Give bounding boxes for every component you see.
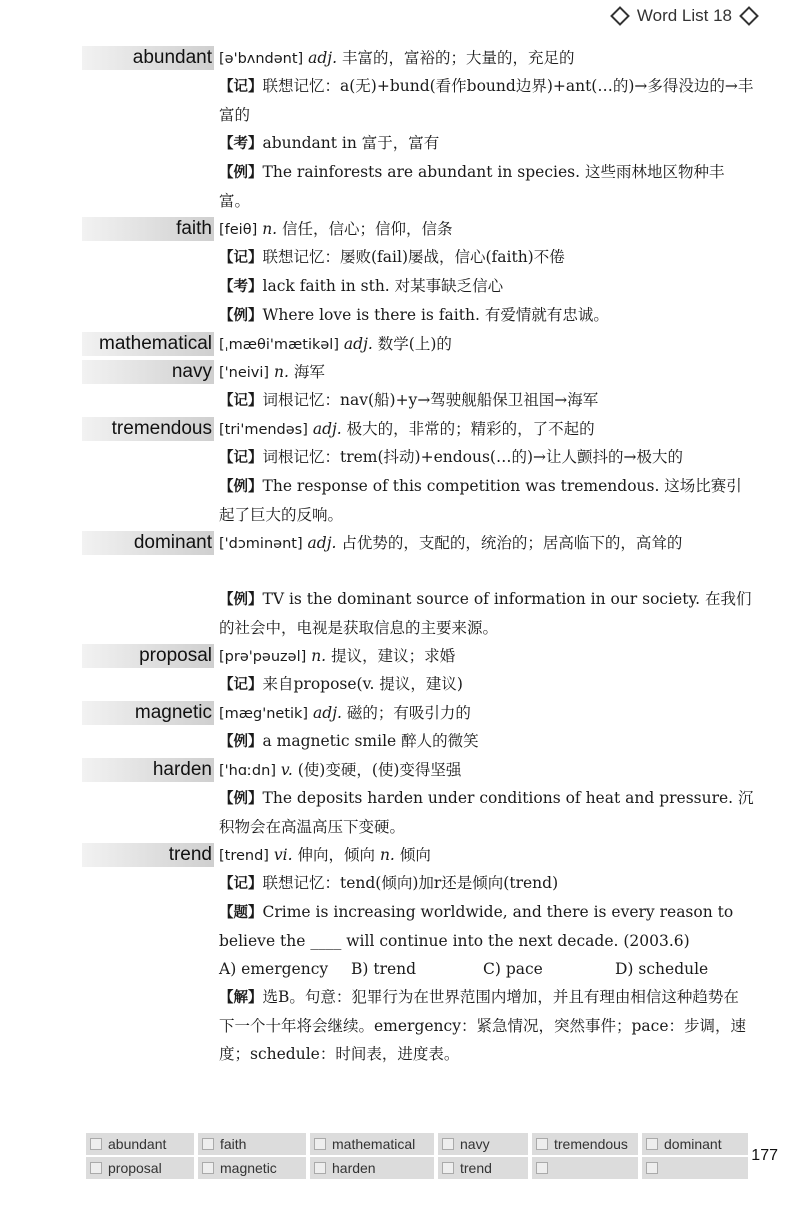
- checkbox-icon: [442, 1162, 454, 1174]
- word-entry: [0, 330, 800, 358]
- footer-word: faith: [220, 1136, 247, 1152]
- note-text: The rainforests are abundant in species. 这些雨林地区物种丰富。: [219, 163, 725, 210]
- entry-note: [219, 670, 754, 699]
- note-tag: 【记】: [219, 876, 263, 892]
- entry-head: [0, 358, 800, 386]
- note-text: TV is the dominant source of information in our society. 在我们的社会中，电视是获取信息的主要来源。: [219, 590, 752, 637]
- checkbox-icon: [646, 1162, 658, 1174]
- footer-word: trend: [460, 1160, 492, 1176]
- part-of-speech: adj.: [313, 704, 342, 722]
- note-tag: 【例】: [219, 479, 263, 495]
- note-tag: 【例】: [219, 165, 263, 181]
- meaning: 海军: [293, 363, 325, 381]
- note-tag: 【记】: [219, 250, 263, 266]
- note-tag: 【考】: [219, 136, 263, 152]
- footer-word: tremendous: [554, 1136, 628, 1152]
- footer-word: magnetic: [220, 1160, 277, 1176]
- headword: mathematical: [99, 333, 212, 354]
- entry-note: [219, 443, 754, 472]
- phonetic: [tri'mendəs]: [219, 422, 308, 438]
- definition: [219, 645, 760, 668]
- entry-note: [219, 272, 754, 301]
- footer-word: navy: [460, 1136, 490, 1152]
- headword: trend: [168, 844, 212, 865]
- entry-head: [0, 529, 800, 585]
- entry-head: [0, 215, 800, 243]
- footer-word-cell: [310, 1133, 434, 1155]
- part-of-speech: n.: [311, 647, 327, 665]
- entry-head: [0, 756, 800, 784]
- footer-word-cell: [198, 1157, 306, 1179]
- entry-note: [219, 72, 754, 129]
- entry-note: [219, 243, 754, 272]
- footer-word: abundant: [108, 1136, 167, 1152]
- answer-option: B) trend: [351, 960, 417, 978]
- footer-word: harden: [332, 1160, 376, 1176]
- footer-word-cell: [642, 1157, 748, 1179]
- checkbox-icon: [90, 1138, 102, 1150]
- part-of-speech: n.: [379, 846, 395, 864]
- definition: [219, 844, 760, 867]
- answer-option: D) schedule: [615, 960, 709, 978]
- note-tag: 【例】: [219, 592, 263, 608]
- phonetic: [trend]: [219, 848, 269, 864]
- meaning: 占优势的，支配的，统治的；居高临下的，高耸的: [341, 534, 683, 552]
- entry-note: [219, 386, 754, 415]
- footer-word-cell: [86, 1157, 194, 1179]
- note-text: a magnetic smile 醉人的微笑: [262, 732, 479, 750]
- note-text: The deposits harden under conditions of heat and pressure. 沉积物会在高温高压下变硬。: [219, 789, 754, 836]
- entry-note: [219, 585, 754, 642]
- meaning: 伸向，倾向: [297, 846, 376, 864]
- note-tag: 【记】: [219, 450, 263, 466]
- note-tag: 【题】: [219, 905, 263, 921]
- part-of-speech: adj.: [308, 49, 338, 67]
- answer-option: A) emergency: [219, 960, 329, 978]
- note-text: 选B。句意：犯罪行为在世界范围内增加，并且有理由相信这种趋势在下一个十年将会继续。emergency：紧急情况，突然事件；pace：步调，速度；schedule：时间表，进度表。: [219, 988, 746, 1063]
- definition: [219, 759, 760, 782]
- checkbox-icon: [202, 1162, 214, 1174]
- part-of-speech: adj.: [343, 335, 373, 353]
- note-text: Crime is increasing worldwide, and there is every reason to believe the ____ will continue into the next decade. (2003.6): [219, 903, 734, 950]
- definition: [219, 418, 760, 441]
- phonetic: [mæg'netik]: [219, 706, 309, 722]
- footer-word-cell: [198, 1133, 306, 1155]
- checkbox-icon: [646, 1138, 658, 1150]
- headword: harden: [152, 759, 212, 780]
- part-of-speech: adj.: [307, 534, 337, 552]
- footer-word-cell: [438, 1157, 528, 1179]
- entry-head: [0, 699, 800, 727]
- word-entry: [0, 215, 800, 330]
- note-text: 词根记忆：nav(船)+y→驾驶舰船保卫祖国→海军: [262, 391, 599, 409]
- entry-head: [0, 415, 800, 443]
- checkbox-icon: [442, 1138, 454, 1150]
- note-text: 联想记忆：屡败(fail)屡战，信心(faith)不倦: [262, 248, 565, 266]
- answer-option: C) pace: [483, 960, 543, 978]
- definition: [219, 532, 760, 555]
- note-text: lack faith in sth. 对某事缺乏信心: [262, 277, 504, 295]
- phonetic: [ə'bʌndənt]: [219, 51, 304, 67]
- definition: [219, 218, 760, 241]
- checkbox-icon: [314, 1138, 326, 1150]
- part-of-speech: v.: [280, 761, 293, 779]
- word-entry: [0, 756, 800, 841]
- note-tag: 【记】: [219, 79, 263, 95]
- entry-note: [219, 472, 754, 529]
- footer-word-cell: [642, 1133, 748, 1155]
- phonetic: ['neivi]: [219, 365, 270, 381]
- entry-note: [219, 129, 754, 158]
- part-of-speech: vi.: [273, 846, 293, 864]
- note-tag: 【解】: [219, 990, 263, 1006]
- meaning: (使)变硬，(使)变得坚强: [297, 761, 462, 779]
- note-text: 词根记忆：trem(抖动)+endous(…的)→让人颤抖的→极大的: [262, 448, 684, 466]
- headword: navy: [171, 361, 212, 382]
- entry-head: [0, 841, 800, 869]
- page-number: 177: [751, 1147, 778, 1164]
- headword: faith: [176, 218, 212, 239]
- meaning: 丰富的，富裕的；大量的，充足的: [341, 49, 575, 67]
- checkbox-icon: [90, 1162, 102, 1174]
- word-entry: [0, 699, 800, 756]
- entries-list: [0, 44, 800, 1068]
- word-list-title: Word List 18: [636, 6, 732, 25]
- answer-explanation: [219, 983, 754, 1068]
- entry-head: [0, 330, 800, 358]
- headword: proposal: [139, 645, 212, 666]
- definition: [219, 47, 760, 70]
- headword: magnetic: [134, 702, 212, 723]
- note-tag: 【例】: [219, 308, 263, 324]
- footer-word-cell: [86, 1133, 194, 1155]
- part-of-speech: n.: [274, 363, 289, 381]
- note-tag: 【考】: [219, 279, 263, 295]
- entry-note: [219, 898, 754, 955]
- note-text: 联想记忆：tend(倾向)加r还是倾向(trend): [262, 874, 559, 892]
- word-entry: [0, 841, 800, 1068]
- phonetic: ['hɑːdn]: [219, 763, 276, 779]
- checkbox-icon: [202, 1138, 214, 1150]
- note-text: abundant in 富于，富有: [262, 134, 440, 152]
- footer-word: dominant: [664, 1136, 722, 1152]
- meaning: 倾向: [399, 846, 431, 864]
- word-entry: [0, 358, 800, 415]
- note-text: 联想记忆：a(无)+bund(看作bound边界)+ant(…的)→多得没边的→丰富的: [219, 77, 754, 124]
- definition: [219, 361, 760, 384]
- headword: dominant: [133, 532, 212, 553]
- phonetic: [feiθ]: [219, 222, 258, 238]
- meaning: 极大的，非常的；精彩的，了不起的: [346, 420, 595, 438]
- entry-head: [0, 642, 800, 670]
- word-entry: [0, 44, 800, 215]
- word-entry: [0, 642, 800, 699]
- note-tag: 【例】: [219, 734, 263, 750]
- entry-note: [219, 158, 754, 215]
- note-text: Where love is there is faith. 有爱情就有忠诚。: [262, 306, 609, 324]
- footer-word-cell: [532, 1133, 638, 1155]
- note-tag: 【例】: [219, 791, 263, 807]
- entry-head: [0, 44, 800, 72]
- checkbox-icon: [536, 1162, 548, 1174]
- phonetic: [ˌmæθi'mætikəl]: [219, 337, 339, 353]
- part-of-speech: adj.: [312, 420, 342, 438]
- footer-word-cell: [532, 1157, 638, 1179]
- diamond-icon: [739, 6, 759, 26]
- definition: [219, 333, 760, 356]
- page-header: [609, 6, 760, 26]
- footer-word-index: [86, 1133, 752, 1179]
- phonetic: ['dɔminənt]: [219, 536, 303, 552]
- note-text: 来自propose(v. 提议，建议): [262, 675, 463, 693]
- checkbox-icon: [536, 1138, 548, 1150]
- checkbox-icon: [314, 1162, 326, 1174]
- headword: tremendous: [111, 418, 212, 439]
- phonetic: [prə'pəuzəl]: [219, 649, 307, 665]
- headword: abundant: [132, 47, 212, 68]
- word-entry: [0, 415, 800, 529]
- diamond-icon: [610, 6, 630, 26]
- entry-note: [219, 301, 754, 330]
- footer-word: proposal: [108, 1160, 162, 1176]
- part-of-speech: n.: [262, 220, 278, 238]
- entry-note: [219, 784, 754, 841]
- footer-word-cell: [438, 1133, 528, 1155]
- entry-note: [219, 727, 754, 756]
- meaning: 磁的；有吸引力的: [346, 704, 471, 722]
- note-tag: 【记】: [219, 393, 263, 409]
- word-entry: [0, 529, 800, 642]
- footer-word: mathematical: [332, 1136, 416, 1152]
- note-tag: 【记】: [219, 677, 263, 693]
- footer-word-cell: [310, 1157, 434, 1179]
- meaning: 信任，信心；信仰，信条: [282, 220, 453, 238]
- answer-options: [219, 955, 800, 983]
- entry-note: [219, 869, 754, 898]
- note-text: The response of this competition was tremendous. 这场比赛引起了巨大的反响。: [219, 477, 742, 524]
- meaning: 提议，建议；求婚: [331, 647, 456, 665]
- meaning: 数学(上)的: [377, 335, 452, 353]
- definition: [219, 702, 760, 725]
